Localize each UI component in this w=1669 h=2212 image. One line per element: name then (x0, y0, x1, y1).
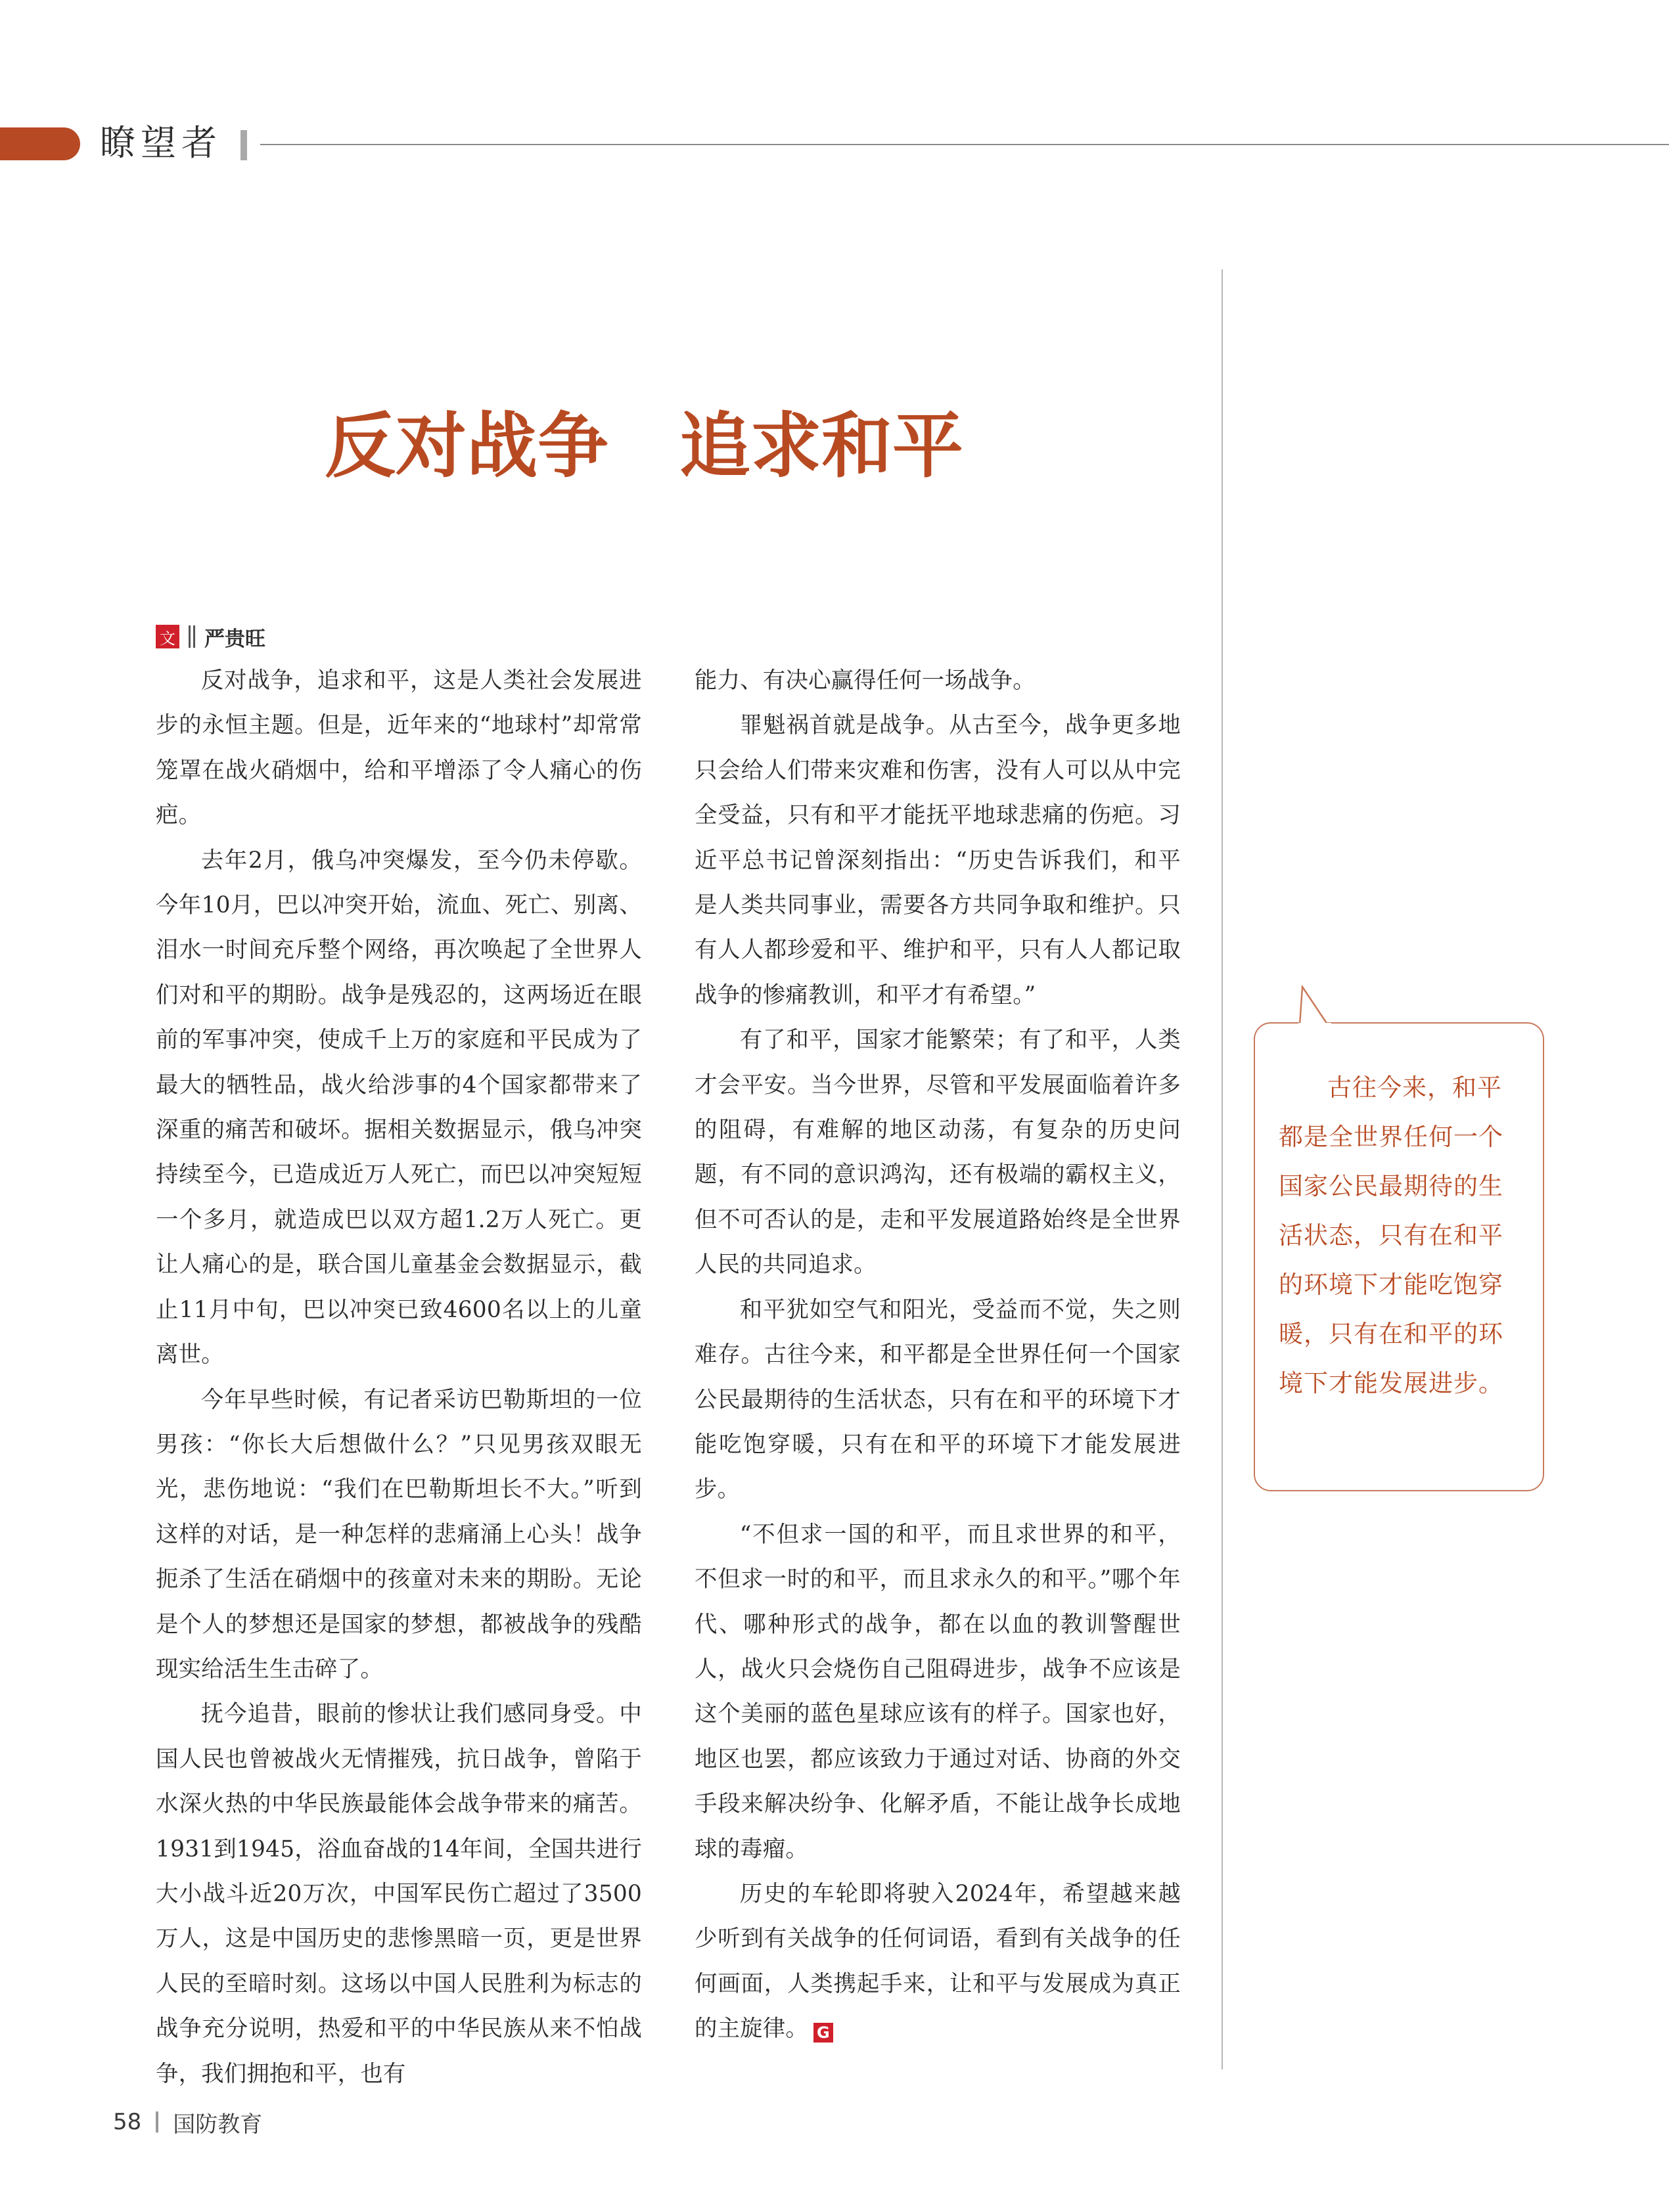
paragraph: 抚今追昔，眼前的惨状让我们感同身受。中国人民也曾被战火无情摧残，抗日战争，曾陷于水深火热的中华民族最能体会战争带来的痛苦。1931到1945，浴血奋战的14年间，全国共进行大小战斗近20万次，中国军民伤亡超过了3500万人，这是中国历史的悲惨黑暗一页，更是世界人民的至暗时刻。这场以中国人民胜利为标志的战争充分说明，热爱和平的中华民族从来不怕战争，我们拥抱和平，也有 (156, 1701, 642, 2087)
column-divider (1222, 269, 1223, 2069)
pull-quote-paragraph: 古往今来，和平都是全世界任何一个国家公民最期待的生活状态，只有在和平的环境下才能吃饱穿暖，只有在和平的环境下才能发展进步。 (1279, 1073, 1503, 1397)
paragraph: 今年早些时候，有记者采访巴勒斯坦的一位男孩：“你长大后想做什么？”只见男孩双眼无光，悲伤地说：“我们在巴勒斯坦长不大。”听到这样的对话，是一种怎样的悲痛涌上心头！战争扼杀了生活在硝烟中的孩童对未来的期盼。无论是个人的梦想还是国家的梦想，都被战争的残酷现实给活生生击碎了。 (156, 1386, 642, 1682)
paragraph: 有了和平，国家才能繁荣；有了和平，人类才会平安。当今世界，尽管和平发展面临着许多的阻碍，有难解的地区动荡，有复杂的历史问题，有不同的意识鸿沟，还有极端的霸权主义，但不可否认的是，走和平发展道路始终是全世界人民的共同追求。 (695, 1027, 1181, 1278)
pull-quote-tail (1288, 985, 1340, 1025)
byline-separator (189, 625, 195, 648)
section-title: 瞭望者 (100, 122, 222, 164)
section-tab-marker (0, 127, 80, 160)
paragraph: 去年2月，俄乌冲突爆发，至今仍未停歇。今年10月，巴以冲突开始，流血、死亡、别离、泪水一时间充斥整个网络，再次唤起了全世界人们对和平的期盼。战争是残忍的，这两场近在眼前的军事冲突，使成千上万的家庭和平民成为了最大的牺牲品，战火给涉事的4个国家都带来了深重的痛苦和破坏。据相关数据显示，俄乌冲突持续至今，已造成近万人死亡，而巴以冲突短短一个多月，就造成巴以双方超1.2万人死亡。更让人痛心的是，联合国儿童基金会数据显示，截止11月中旬，巴以冲突已致4600名以上的儿童离世。 (156, 847, 642, 1368)
section-title-bar (240, 130, 247, 160)
page-footer (113, 2106, 262, 2138)
end-mark-icon: G (813, 2023, 833, 2043)
byline-icon: 文 (156, 625, 179, 648)
article-title: 反对战争 追求和平 (324, 405, 963, 487)
footer-separator (156, 2111, 158, 2133)
header-rule (260, 144, 1669, 145)
paragraph-continuation: 能力、有决心赢得任何一场战争。 (695, 667, 1036, 694)
magazine-name: 国防教育 (173, 2111, 263, 2138)
author-name: 严贵旺 (204, 627, 265, 651)
page-number: 58 (113, 2109, 142, 2135)
paragraph-last-text: 历史的车轮即将驶入2024年，希望越来越少听到有关战争的任何词语，看到有关战争的任何画面，人类携起手来，让和平与发展成为真正的主旋律。 (695, 1880, 1181, 2043)
paragraph: “不但求一国的和平，而且求世界的和平，不但求一时的和平，而且求永久的和平。”哪个年代、哪种形式的战争，都在以血的教训警醒世人，战火只会烧伤自己阻碍进步，战争不应该是这个美丽的蓝色星球应该有的样子。国家也好，地区也罢，都应该致力于通过对话、协商的外交手段来解决纷争、化解矛盾，不能让战争长成地球的毒瘤。 (695, 1521, 1181, 1862)
paragraph: 反对战争，追求和平，这是人类社会发展进步的永恒主题。但是，近年来的“地球村”却常常笼罩在战火硝烟中，给和平增添了令人痛心的伤疤。 (156, 667, 642, 829)
byline (156, 623, 265, 650)
paragraph-last (695, 1872, 1181, 2052)
right-column (695, 658, 1181, 2052)
paragraph: 罪魁祸首就是战争。从古至今，战争更多地只会给人们带来灾难和伤害，没有人可以从中完全受益，只有和平才能抚平地球悲痛的伤疤。习近平总书记曾深刻指出：“历史告诉我们，和平是人类共同事业，需要各方共同争取和维护。只有人人都珍爱和平、维护和平，只有人人都记取战争的惨痛教训，和平才有希望。” (695, 712, 1181, 1008)
left-column (156, 658, 642, 2096)
pull-quote-text (1279, 1063, 1522, 1408)
paragraph: 和平犹如空气和阳光，受益而不觉，失之则难存。古往今来，和平都是全世界任何一个国家公民最期待的生活状态，只有在和平的环境下才能吃饱穿暖，只有在和平的环境下才能发展进步。 (695, 1296, 1181, 1503)
